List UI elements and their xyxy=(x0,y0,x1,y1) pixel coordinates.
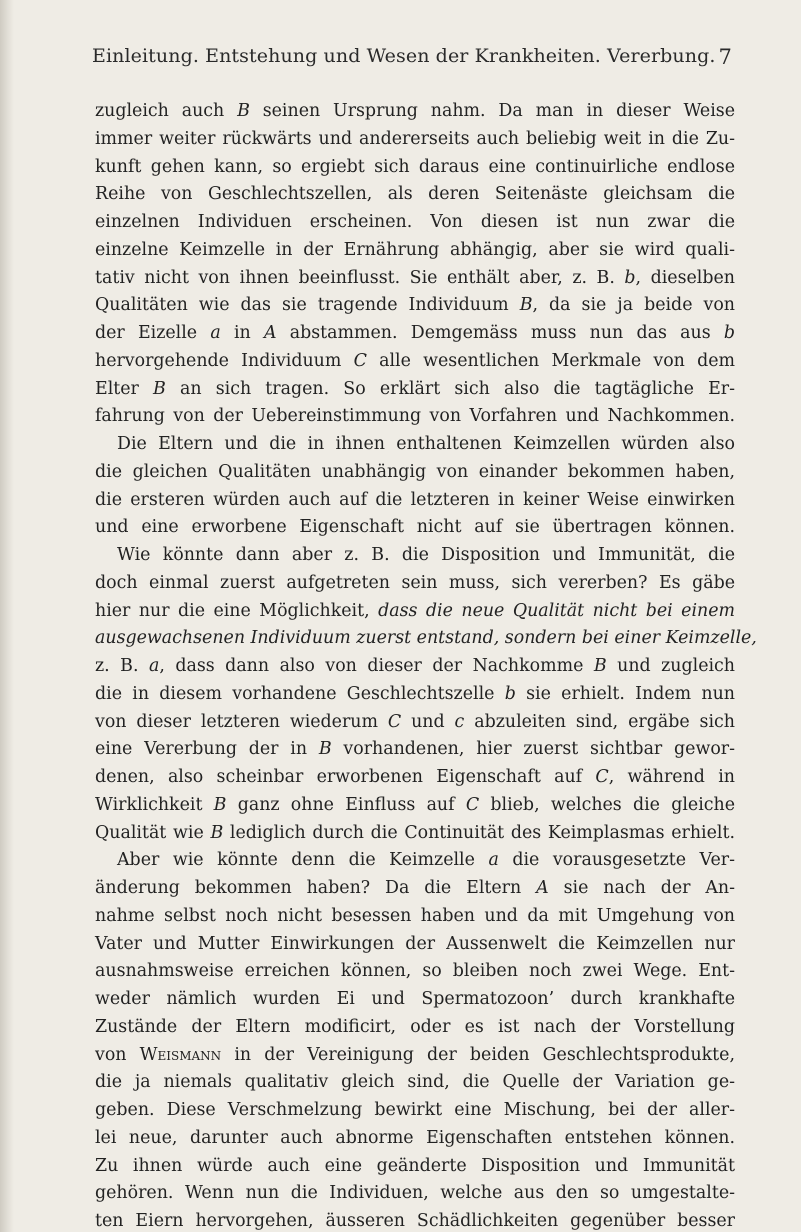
text-line xyxy=(95,875,735,903)
text-segment: , da sie ja beide von xyxy=(532,295,735,316)
italic-text: A xyxy=(536,878,549,898)
text-line xyxy=(95,209,735,237)
text-line xyxy=(95,986,735,1014)
italic-text: C xyxy=(387,711,402,732)
text-segment: sie nach der An- xyxy=(548,878,735,898)
text-segment: tativ nicht von ihnen beeinflusst. Sie enthält aber, z. B. xyxy=(95,267,625,288)
text-line xyxy=(95,348,735,376)
text-segment: lei neue, darunter auch abnorme Eigenschaften entstehen können. xyxy=(95,1127,735,1148)
italic-text: a xyxy=(210,323,221,343)
text-segment: Wirklichkeit xyxy=(95,794,214,815)
text-segment: änderung bekommen haben? Da die Eltern xyxy=(95,878,537,898)
text-segment: ganz ohne Einfluss auf xyxy=(226,794,466,815)
italic-text: a xyxy=(148,656,160,676)
text-line xyxy=(95,487,735,515)
text-segment: hervorgehende Individuum xyxy=(95,350,354,371)
text-segment: zugleich auch xyxy=(95,101,238,121)
text-segment: z. B. xyxy=(95,656,149,676)
text-segment: seinen Ursprung nahm. Da man in dieser Weise xyxy=(249,101,736,121)
text-line xyxy=(95,1069,735,1097)
text-line xyxy=(95,681,735,709)
text-line xyxy=(95,598,735,626)
italic-text: B xyxy=(519,295,533,316)
italic-text: b xyxy=(723,323,735,343)
text-line xyxy=(95,459,735,487)
text-segment: denen, also scheinbar erworbenen Eigenschaft auf xyxy=(95,767,596,787)
text-line xyxy=(95,958,735,986)
text-segment: einzelnen Individuen erscheinen. Von diesen ist nun zwar die xyxy=(95,212,735,232)
italic-text: B xyxy=(318,739,332,760)
body-text xyxy=(95,98,757,1232)
text-line xyxy=(95,570,735,598)
text-segment: doch einmal zuerst aufgetreten sein muss, sich vererben? Es gäbe xyxy=(95,572,735,593)
text-segment: vorhandenen, hier zuerst sichtbar gewor- xyxy=(331,739,736,760)
text-segment: geben. Diese Verschmelzung bewirkt eine Mischung, bei der aller- xyxy=(95,1100,735,1120)
text-line xyxy=(95,514,735,542)
text-line xyxy=(95,709,735,737)
text-segment: ausnahmsweise erreichen können, so bleiben noch zwei Wege. Ent- xyxy=(95,961,735,982)
text-segment: die gleichen Qualitäten unabhängig von einander bekommen haben, xyxy=(95,461,735,482)
text-segment: hier nur die eine Möglichkeit, xyxy=(95,600,379,621)
text-line xyxy=(95,1180,735,1208)
text-segment: an sich tragen. So erklärt sich also die tagtägliche Er- xyxy=(165,378,736,399)
text-line xyxy=(95,1097,735,1125)
text-segment: Die Eltern und die in ihnen enthaltenen Keimzellen würden also xyxy=(117,434,735,454)
text-segment: Elter xyxy=(95,378,154,399)
text-segment: , während in xyxy=(608,767,735,787)
text-segment: und eine erworbene Eigenschaft nicht auf sie übertragen können. xyxy=(95,517,735,538)
text-segment: Qualität wie xyxy=(95,822,211,843)
text-line xyxy=(95,154,735,182)
text-line xyxy=(95,181,735,209)
italic-text: C xyxy=(465,794,480,815)
text-segment: die ersteren würden auch auf die letzteren in keiner Weise einwirken xyxy=(95,489,735,510)
text-line xyxy=(95,903,735,931)
running-head: Einleitung. Entstehung und Wesen der Krankheiten. Vererbung. xyxy=(92,45,716,67)
text-line xyxy=(95,1208,735,1232)
text-segment: , dieselben xyxy=(635,267,735,288)
text-segment: immer weiter rückwärts und andererseits auch beliebig weit in die Zu- xyxy=(95,128,735,149)
text-line xyxy=(95,542,735,570)
text-segment: kunft gehen kann, so ergiebt sich daraus eine continuirliche endlose xyxy=(95,156,735,177)
page-number: 7 xyxy=(718,45,732,69)
page-gutter-shadow xyxy=(0,0,14,1232)
small-caps-name: Weismann xyxy=(139,1044,222,1065)
text-segment: die vorausgesetzte Ver- xyxy=(498,850,735,871)
text-segment: lediglich durch die Continuität des Keimplasmas erhielt. xyxy=(223,822,735,843)
text-segment: Aber wie könnte denn die Keimzelle xyxy=(117,850,489,871)
text-line xyxy=(95,98,735,126)
text-segment: Zustände der Eltern modificirt, oder es ist nach der Vorstellung xyxy=(95,1016,735,1037)
text-line xyxy=(95,847,735,875)
text-segment: Reihe von Geschlechtszellen, als deren Seitenäste gleichsam die xyxy=(95,184,735,205)
text-segment: blieb, welches die gleiche xyxy=(479,794,735,815)
text-segment: fahrung von der Uebereinstimmung von Vorfahren und Nachkommen. xyxy=(95,406,735,427)
page-header xyxy=(92,45,732,81)
text-segment: alle wesentlichen Merkmale von dem xyxy=(366,350,735,371)
text-segment: der Eizelle xyxy=(95,323,211,343)
italic-text: B xyxy=(237,101,250,121)
text-line xyxy=(95,431,735,459)
text-line xyxy=(95,792,735,820)
italic-text: B xyxy=(213,794,227,815)
text-line xyxy=(95,237,735,265)
text-segment: eine Vererbung der in xyxy=(95,739,319,760)
text-segment: und xyxy=(401,711,455,732)
italic-text: C xyxy=(353,350,367,371)
text-segment: gehören. Wenn nun die Individuen, welche aus den so umgestalte- xyxy=(95,1183,735,1204)
text-line xyxy=(95,376,735,404)
text-segment: Qualitäten wie das sie tragende Individuum xyxy=(95,295,520,316)
text-line xyxy=(95,1014,735,1042)
text-line xyxy=(95,764,735,792)
text-segment: von dieser letzteren wiederum xyxy=(95,711,388,732)
italic-text: B xyxy=(593,656,607,676)
text-line xyxy=(95,653,735,681)
text-line xyxy=(95,320,735,348)
text-line xyxy=(95,265,735,293)
text-segment: in der Vereinigung der beiden Geschlechtsprodukte, xyxy=(221,1044,735,1065)
text-line xyxy=(95,126,735,154)
text-line xyxy=(95,1042,735,1070)
text-segment: weder nämlich wurden Ei und Spermatozoon’ durch krankhafte xyxy=(95,989,735,1009)
italic-text: ausgewachsenen Individuum zuerst entstand, sondern bei einer Keimzelle, xyxy=(95,628,757,649)
italic-text: b xyxy=(624,267,636,288)
text-segment: abzuleiten sind, ergäbe sich xyxy=(464,711,735,732)
text-segment: und zugleich xyxy=(606,656,735,676)
italic-text: C xyxy=(595,767,609,787)
text-segment: nahme selbst noch nicht besessen haben und da mit Umgehung von xyxy=(95,905,735,926)
text-line xyxy=(95,625,757,653)
text-segment: von xyxy=(95,1044,140,1065)
italic-text: c xyxy=(454,711,465,732)
italic-text: dass die neue Qualität nicht bei einem xyxy=(378,600,736,621)
text-segment: Vater und Mutter Einwirkungen der Aussenwelt die Keimzellen nur xyxy=(95,933,735,954)
text-segment: Zu ihnen würde auch eine geänderte Disposition und Immunität xyxy=(95,1155,735,1176)
italic-text: A xyxy=(263,323,277,343)
text-line xyxy=(95,931,735,959)
text-segment: Wie könnte dann aber z. B. die Disposition und Immunität, die xyxy=(117,545,735,565)
text-segment: einzelne Keimzelle in der Ernährung abhängig, aber sie wird quali- xyxy=(95,239,735,260)
italic-text: B xyxy=(153,378,166,399)
text-segment: abstammen. Demgemäss muss nun das aus xyxy=(276,323,724,343)
text-segment: ten Eiern hervorgehen, äusseren Schädlichkeiten gegenüber besser xyxy=(95,1211,735,1231)
text-segment: , dass dann also von dieser der Nachkomme xyxy=(159,656,594,676)
italic-text: b xyxy=(504,683,516,704)
text-line xyxy=(95,292,735,320)
text-line xyxy=(95,1153,735,1181)
text-segment: die ja niemals qualitativ gleich sind, die Quelle der Variation ge- xyxy=(95,1072,735,1093)
text-line xyxy=(95,403,735,431)
text-segment: die in diesem vorhandene Geschlechtszelle xyxy=(95,683,505,704)
italic-text: B xyxy=(210,822,224,843)
text-line xyxy=(95,820,735,848)
text-segment: in xyxy=(220,323,264,343)
text-segment: sie erhielt. Indem nun xyxy=(515,683,736,704)
text-line xyxy=(95,736,735,764)
italic-text: a xyxy=(488,850,499,871)
text-line xyxy=(95,1125,735,1153)
